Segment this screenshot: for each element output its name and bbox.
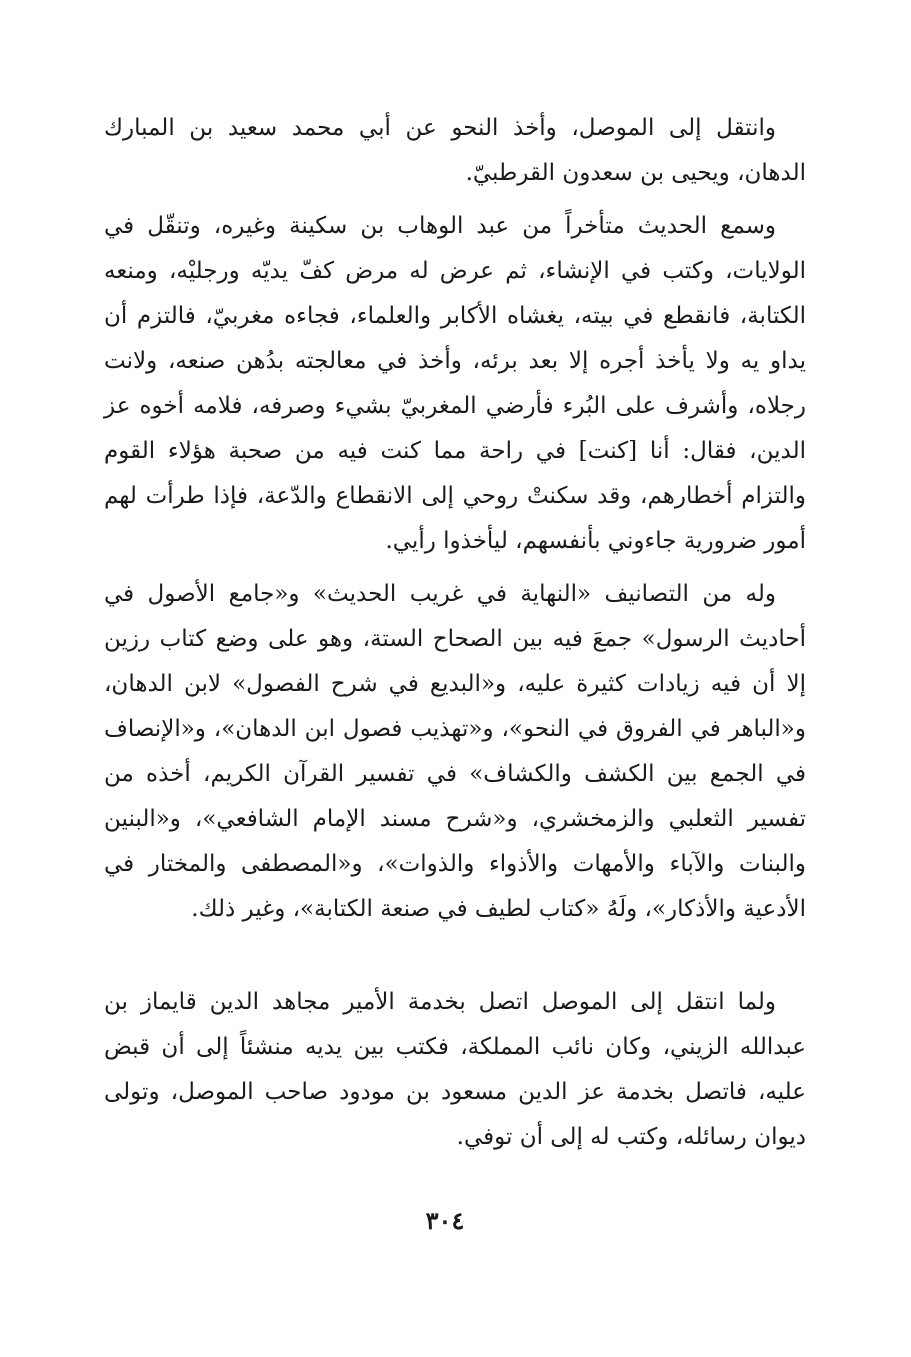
paragraph-illness-story: وسمع الحديث متأخراً من عبد الوهاب بن سكينة وغيره، وتنقّل في الولايات، وكتب في الإنشاء، ثم عرض له مرض كفّ يديّه ورجليْه، ومنعه الكتابة، فانقطع في بيته، يغشاه الأكابر والعلماء، فجاءه مغربيّ، فالتزم أن يداو يه ولا يأخذ أجره إلا بعد برئه، وأخذ في معالجته بدُهن صنعه، ولانت رجلاه، وأشرف على البُرء فأرضي المغربيّ بشيء وصرفه، فلامه أخوه عز الدين، فقال: أنا [كنت] في راحة مما كنت فيه من صحبة هؤلاء القوم والتزام أخطارهم، وقد سكنتْ روحي إلى الانقطاع والدّعة، فإذا طرأت لهم أمور ضرورية جاءوني بأنفسهم، ليأخذوا رأيي. bbox=[104, 213, 806, 554]
paragraph-mosul-grammar: وانتقل إلى الموصل، وأخذ النحو عن أبي محمد سعيد بن المبارك الدهان، ويحيى بن سعدون القرطبيّ. bbox=[104, 115, 806, 186]
page-number: ٣٠٤ bbox=[425, 1206, 465, 1235]
paragraph-writings: وله من التصانيف «النهاية في غريب الحديث» و«جامع الأصول في أحاديث الرسول» جمعَ فيه بين الصحاح الستة، وهو على وضع كتاب رزين إلا أن فيه زيادات كثيرة عليه، و«البديع في شرح الفصول» لابن الدهان، و«الباهر في الفروق في النحو»، و«تهذيب فصول ابن الدهان»، و«الإنصاف في الجمع بين الكشف والكشاف» في تفسير القرآن الكريم، أخذه من تفسير الثعلبي والزمخشري، و«شرح مسند الإمام الشافعي»، و«البنين والبنات والآباء والأمهات والأذواء والذوات»، و«المصطفى والمختار في الأدعية والأذكار»، ولَهُ «كتاب لطيف في صنعة الكتابة»، وغير ذلك. bbox=[104, 581, 806, 922]
paragraph-service: ولما انتقل إلى الموصل اتصل بخدمة الأمير مجاهد الدين قايماز بن عبدالله الزيني، وكان نائب المملكة، فكتب بين يديه منشئاً إلى أن قبض عليه، فاتصل بخدمة عز الدين مسعود بن مودود صاحب الموصل، وتولى ديوان رسائله، وكتب له إلى أن توفي. bbox=[104, 989, 806, 1150]
